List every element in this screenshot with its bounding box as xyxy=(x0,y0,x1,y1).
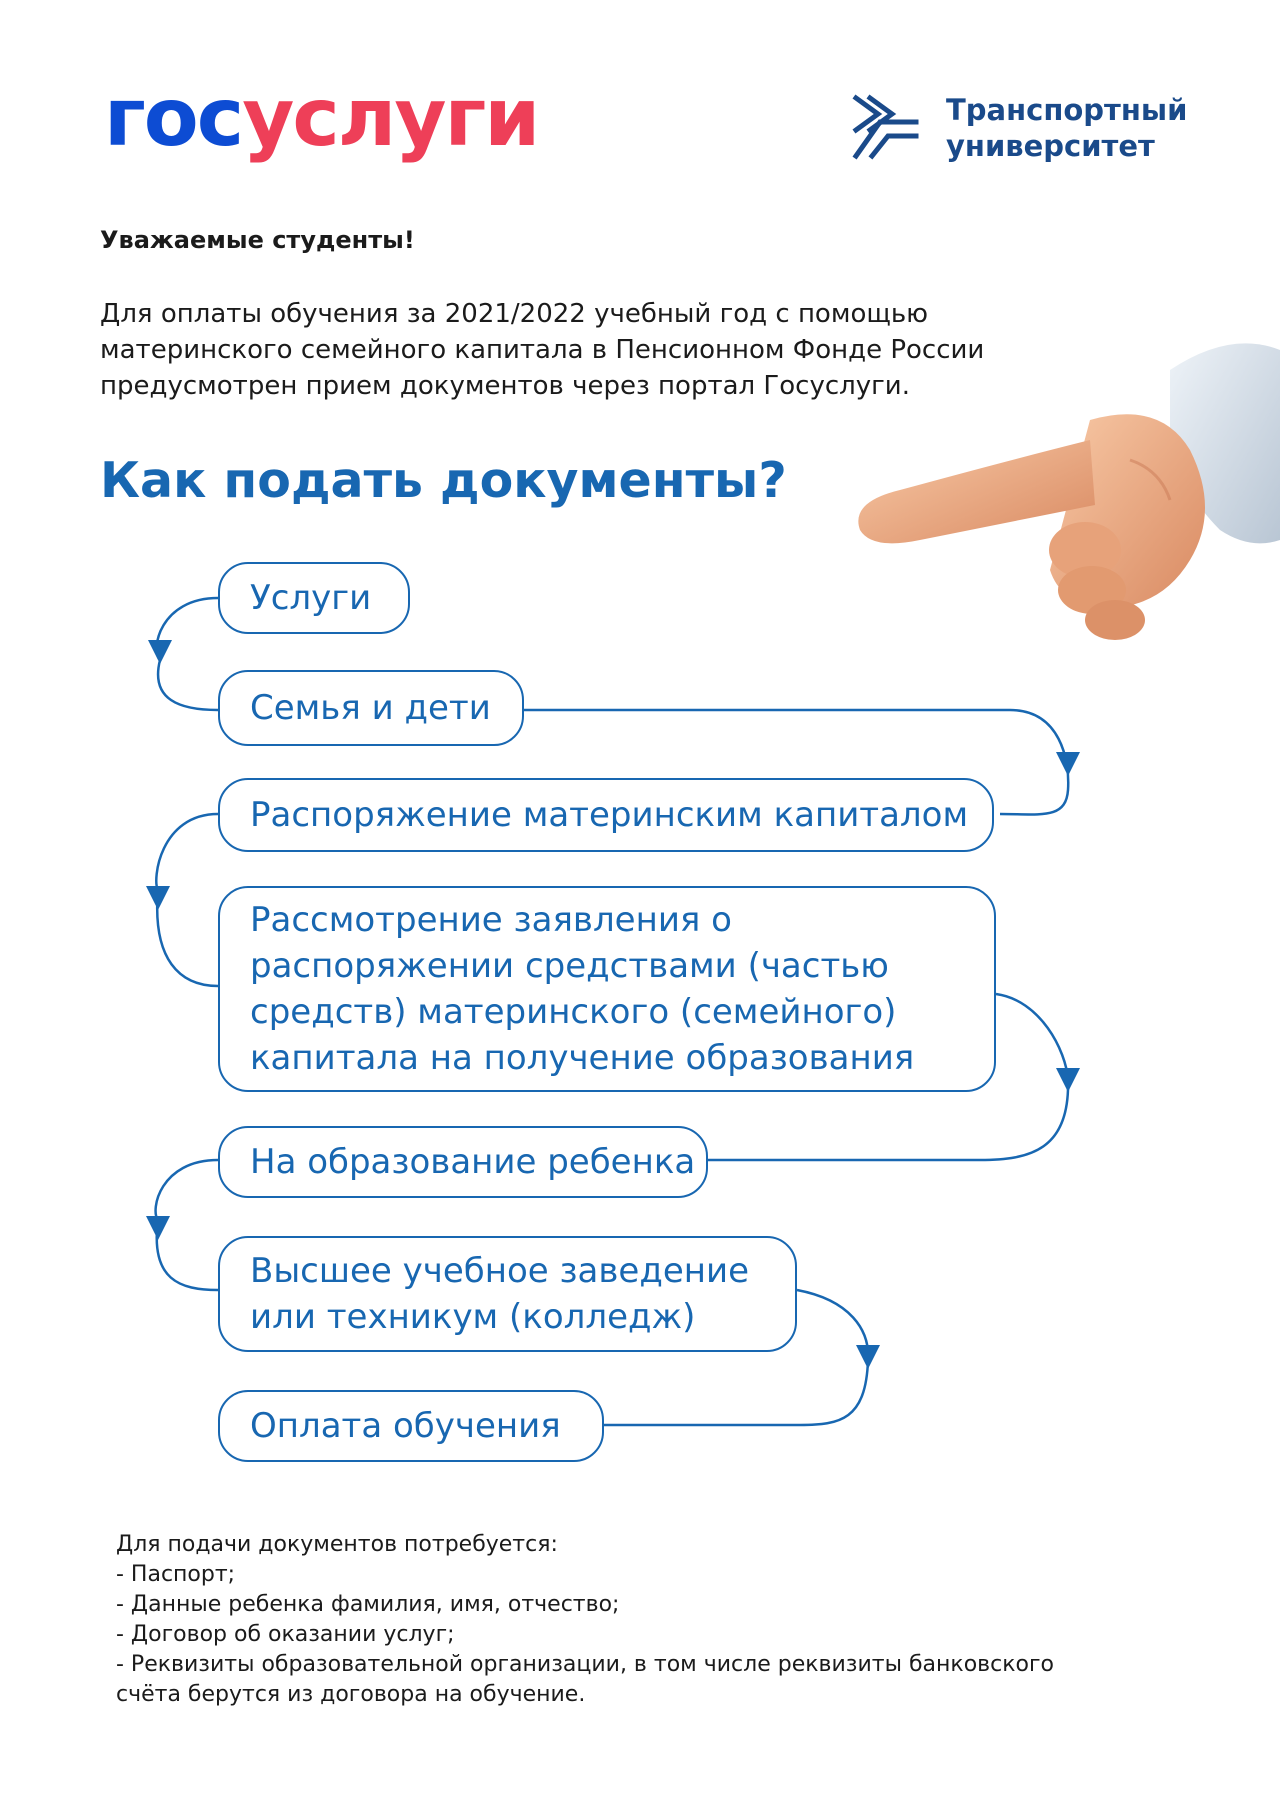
requirements-item: - Паспорт; xyxy=(116,1562,236,1587)
step-label: Семья и дети xyxy=(250,688,491,728)
requirements-item: - Реквизиты образовательной организации, в том числе реквизиты банковского xyxy=(116,1652,1054,1677)
connector-1-2 xyxy=(157,598,218,710)
arrow-head-icon xyxy=(146,1216,170,1240)
arrow-head-icon xyxy=(1056,752,1080,776)
requirements-title: Для подачи документов потребуется: xyxy=(116,1532,558,1557)
requirements-list xyxy=(116,1530,1196,1710)
step-label: Оплата обучения xyxy=(250,1406,561,1446)
greeting: Уважаемые студенты! xyxy=(100,226,415,254)
step-family-and-children xyxy=(218,670,524,746)
intro-line: материнского семейного капитала в Пенсионном Фонде России xyxy=(100,335,985,365)
step-label-line: распоряжении средствами (частью xyxy=(250,946,889,986)
step-label-line: средств) материнского (семейного) xyxy=(250,992,897,1032)
requirements-item: - Договор об оказании услуг; xyxy=(116,1622,455,1647)
gosuslugi-logo-part-uslugi: услуги xyxy=(242,71,539,164)
university-name-line: университет xyxy=(946,129,1155,163)
step-maternity-capital xyxy=(218,778,994,852)
step-label: Услуги xyxy=(250,578,372,618)
university-name-line: Транспортный xyxy=(946,93,1188,127)
arrow-head-icon xyxy=(856,1345,880,1369)
intro-line: предусмотрен прием документов через портал Госуслуги. xyxy=(100,371,910,401)
howto-heading: Как подать документы? xyxy=(100,452,787,509)
step-higher-education-institution xyxy=(218,1236,797,1352)
arrow-head-icon xyxy=(146,886,170,910)
step-services xyxy=(218,562,410,634)
step-tuition-payment xyxy=(218,1390,604,1462)
arrow-head-icon xyxy=(1056,1068,1080,1092)
connector-3-4 xyxy=(156,814,218,986)
arrow-head-icon xyxy=(148,640,172,664)
step-application-review xyxy=(218,886,996,1092)
step-label-line: Высшее учебное заведение xyxy=(250,1251,750,1291)
requirements-item: счёта берутся из договора на обучение. xyxy=(116,1682,586,1707)
step-label: На образование ребенка xyxy=(250,1142,696,1182)
step-label-line: или техникум (колледж) xyxy=(250,1297,696,1337)
step-child-education xyxy=(218,1126,708,1198)
step-label-line: капитала на получение образования xyxy=(250,1038,915,1078)
step-label: Распоряжение материнским капиталом xyxy=(250,795,969,835)
requirements-item: - Данные ребенка фамилия, имя, отчество; xyxy=(116,1592,620,1617)
step-label-line: Рассмотрение заявления о xyxy=(250,900,732,940)
gosuslugi-logo-part-gos: гос xyxy=(104,71,243,164)
intro-line: Для оплаты обучения за 2021/2022 учебный год с помощью xyxy=(100,299,929,329)
